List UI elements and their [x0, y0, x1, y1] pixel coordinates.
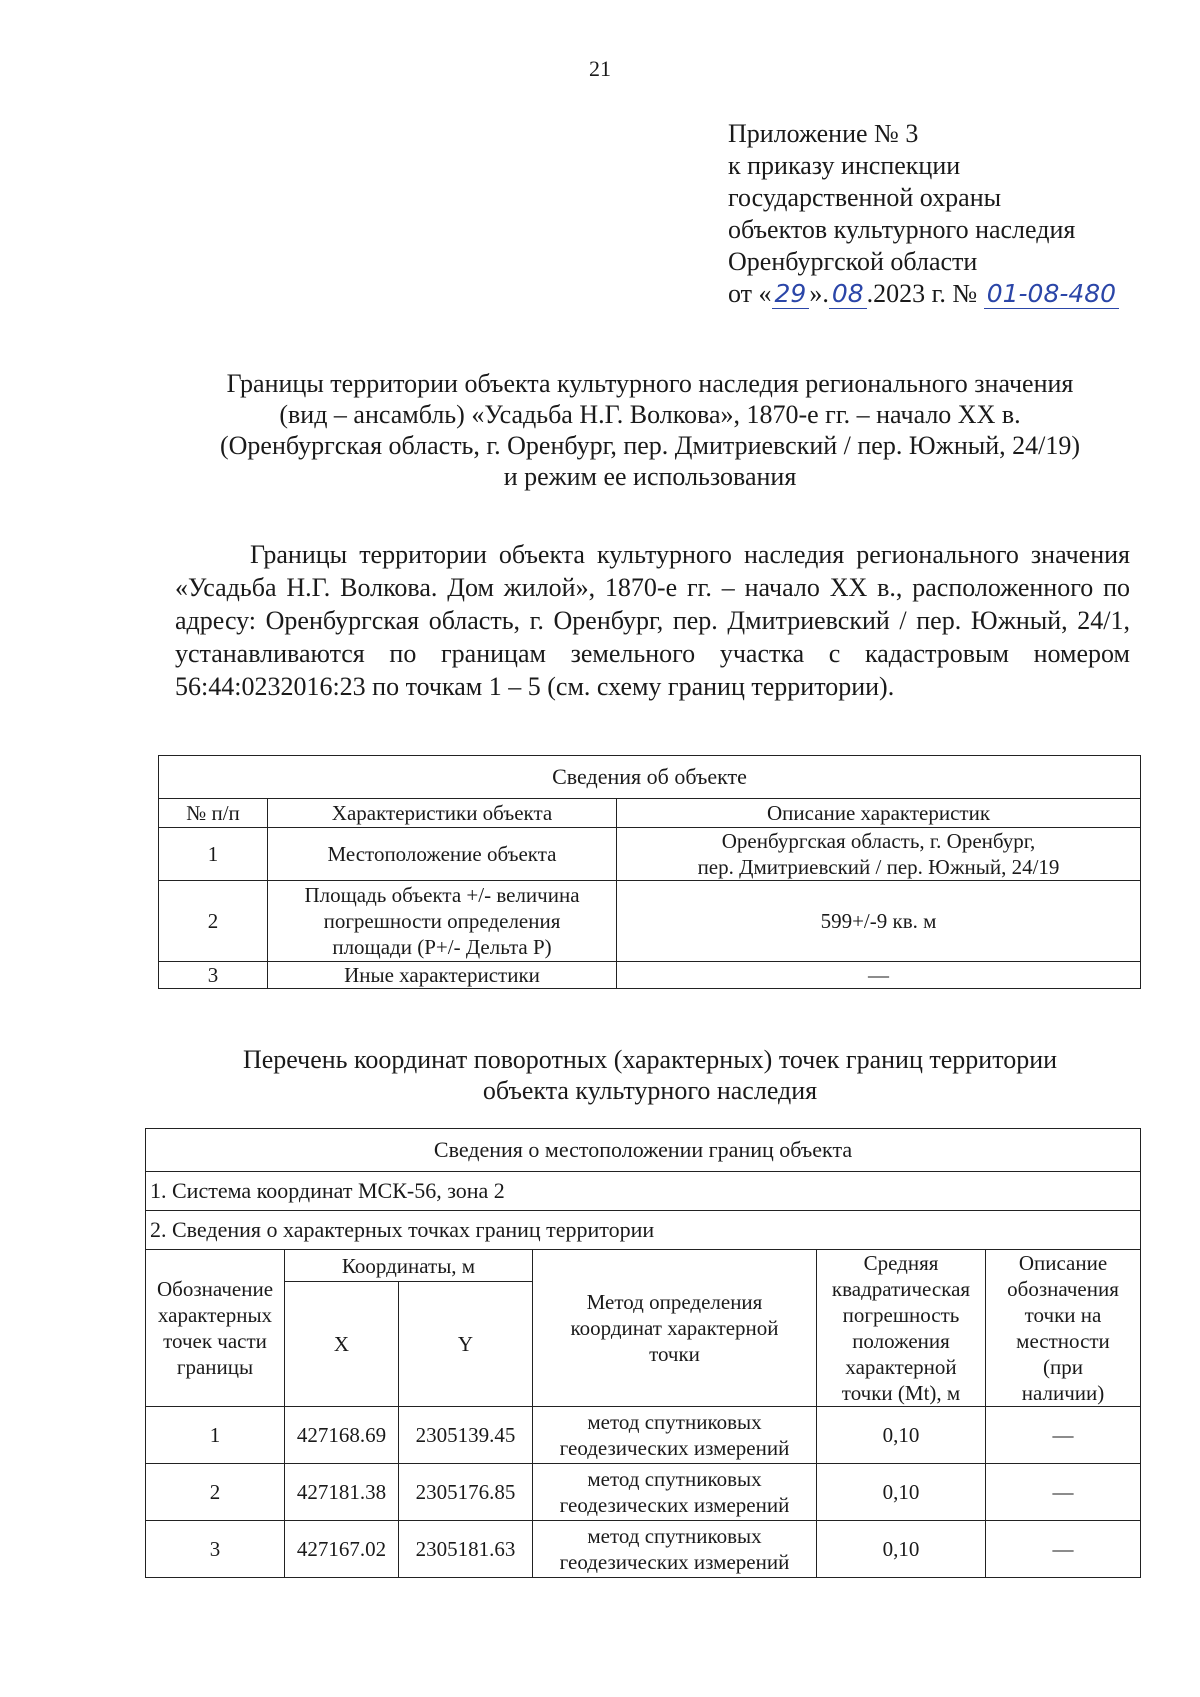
object-info-table — [158, 755, 1141, 989]
section-title-line: Перечень координат поворотных (характерных) точек границ территории — [242, 1045, 1058, 1074]
table-row — [146, 1521, 1141, 1578]
row-number: 1 — [159, 828, 268, 881]
appendix-block — [728, 118, 1119, 310]
column-header: Характеристики объекта — [268, 799, 617, 828]
column-header: № п/п — [159, 799, 268, 828]
table-row — [159, 962, 1141, 989]
y-value: 2305176.85 — [399, 1464, 533, 1521]
date-mid: ». — [809, 279, 829, 308]
header-line: положения — [852, 1329, 950, 1353]
body-paragraph: Границы территории объекта культурного наследия регионального значения «Усадьба Н.Г. Волкова. Дом жилой», 1870-е гг. – начало ХХ в., расположенного по адресу: Оренбургская область, г. Оренбург, пер. Дмитриевский / пер. Южный, 24/1, устанавливаются по границам земельного участка с кадастровым номером 56:44:0232016:23 по точкам 1 – 5 (см. схему границ территории). — [175, 540, 1130, 701]
description-cell — [617, 828, 1141, 881]
method-line: геодезических измерений — [559, 1550, 790, 1574]
error-value: 0,10 — [817, 1407, 986, 1464]
description-line: Оренбургская область, г. Оренбург, — [721, 829, 1036, 853]
title-line: (вид – ансамбль) «Усадьба Н.Г. Волкова», 1870-е гг. – начало ХХ в. — [279, 400, 1021, 429]
section-title-line: объекта культурного наследия — [482, 1076, 818, 1105]
method-cell — [533, 1521, 817, 1578]
header-line: точки на — [1024, 1303, 1102, 1327]
error-value: 0,10 — [817, 1464, 986, 1521]
header-line: Описание — [1018, 1251, 1108, 1275]
method-line: геодезических измерений — [559, 1436, 790, 1460]
point-description: — — [986, 1464, 1141, 1521]
description-cell: 599+/-9 кв. м — [617, 881, 1141, 962]
description-cell: — — [617, 962, 1141, 989]
designation-column-header — [146, 1250, 285, 1407]
coordinate-system-row: 1. Система координат МСК-56, зона 2 — [146, 1172, 1141, 1211]
characteristic-cell: Иные характеристики — [268, 962, 617, 989]
header-line: точки (Mt), м — [841, 1381, 961, 1405]
y-value: 2305181.63 — [399, 1521, 533, 1578]
point-id: 1 — [146, 1407, 285, 1464]
row-number: 3 — [159, 962, 268, 989]
description-line: пер. Дмитриевский / пер. Южный, 24/19 — [697, 855, 1060, 879]
y-column-header: Y — [399, 1282, 533, 1407]
appendix-date-line — [728, 278, 1119, 310]
appendix-line: Оренбургской области — [728, 247, 978, 276]
table-header: Сведения об объекте — [159, 756, 1141, 799]
x-value: 427181.38 — [285, 1464, 399, 1521]
header-line: границы — [176, 1355, 254, 1379]
header-line: характерных — [157, 1303, 273, 1327]
point-description: — — [986, 1521, 1141, 1578]
description-column-header — [986, 1250, 1141, 1407]
header-line: наличии) — [1021, 1381, 1105, 1405]
table-row — [159, 828, 1141, 881]
x-column-header: X — [285, 1282, 399, 1407]
point-description: — — [986, 1407, 1141, 1464]
x-value: 427167.02 — [285, 1521, 399, 1578]
header-line: (при — [1043, 1355, 1083, 1379]
appendix-line: объектов культурного наследия — [728, 215, 1076, 244]
header-line: координат характерной — [570, 1316, 779, 1340]
error-column-header — [817, 1250, 986, 1407]
characteristic-cell — [268, 881, 617, 962]
method-line: метод спутниковых — [587, 1467, 762, 1491]
handwritten-month: 08 — [829, 279, 867, 309]
header-line: обозначения — [1007, 1277, 1119, 1301]
header-line: Средняя — [863, 1251, 939, 1275]
date-prefix: от « — [728, 279, 772, 308]
appendix-line: к приказу инспекции — [728, 151, 961, 180]
method-cell — [533, 1464, 817, 1521]
coordinates-table — [145, 1128, 1141, 1578]
column-header: Описание характеристик — [617, 799, 1141, 828]
appendix-line: Приложение № 3 — [728, 119, 919, 148]
row-number: 2 — [159, 881, 268, 962]
characteristic-line: Площадь объекта +/- величина — [304, 883, 580, 907]
date-year: .2023 г. № — [866, 279, 978, 308]
title-line: (Оренбургская область, г. Оренбург, пер. Дмитриевский / пер. Южный, 24/19) — [219, 431, 1081, 460]
handwritten-day: 29 — [772, 279, 810, 309]
coordinates-column-header: Координаты, м — [285, 1250, 533, 1282]
characteristic-line: погрешности определения — [323, 909, 561, 933]
document-title — [170, 368, 1130, 492]
header-line: погрешность — [842, 1303, 960, 1327]
header-line: точки — [649, 1342, 700, 1366]
points-section-row: 2. Сведения о характерных точках границ территории — [146, 1211, 1141, 1250]
y-value: 2305139.45 — [399, 1407, 533, 1464]
header-line: характерной — [845, 1355, 957, 1379]
page-number: 21 — [589, 56, 611, 81]
table-row — [146, 1464, 1141, 1521]
title-line: Границы территории объекта культурного наследия регионального значения — [226, 369, 1074, 398]
appendix-line: государственной охраны — [728, 183, 1002, 212]
coordinates-section-title — [170, 1044, 1130, 1106]
table-header: Сведения о местоположении границ объекта — [146, 1129, 1141, 1172]
header-line: точек части — [163, 1329, 267, 1353]
header-line: Метод определения — [586, 1290, 763, 1314]
error-value: 0,10 — [817, 1521, 986, 1578]
point-id: 2 — [146, 1464, 285, 1521]
header-line: местности — [1016, 1329, 1110, 1353]
header-line: Обозначение — [156, 1277, 274, 1301]
characteristic-line: площади (Р+/- Дельта Р) — [332, 935, 552, 959]
method-line: метод спутниковых — [587, 1524, 762, 1548]
title-line: и режим ее использования — [503, 462, 797, 491]
method-line: геодезических измерений — [559, 1493, 790, 1517]
header-line: квадратическая — [831, 1277, 971, 1301]
characteristic-cell: Местоположение объекта — [268, 828, 617, 881]
table-row — [159, 881, 1141, 962]
x-value: 427168.69 — [285, 1407, 399, 1464]
table-row — [146, 1407, 1141, 1464]
method-cell — [533, 1407, 817, 1464]
point-id: 3 — [146, 1521, 285, 1578]
method-column-header — [533, 1250, 817, 1407]
method-line: метод спутниковых — [587, 1410, 762, 1434]
handwritten-order-number: 01-08-480 — [984, 279, 1119, 309]
